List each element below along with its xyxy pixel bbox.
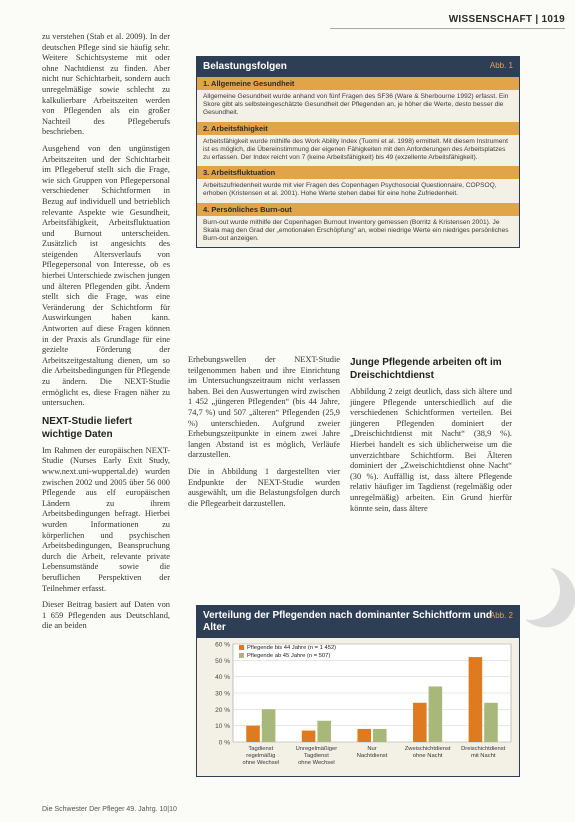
legend-label: Pflegende bis 44 Jahre (n = 1 452) bbox=[247, 645, 337, 651]
box-section-body: Burn-out wurde mithilfe der Copenhagen Burnout Inventory gemessen (Borritz & Kristensen 2001). Je Skala mag den Grad der „emotionalen Erschöpfung“ an, wobei niedrige Werte ein niedriges persönliches Burn-out anzeigen. bbox=[203, 218, 509, 243]
x-tick-label: Tagdienst bbox=[303, 753, 329, 759]
box-section-heading: 4. Persönliches Burn-out bbox=[197, 203, 519, 216]
text-column-1 bbox=[42, 32, 170, 638]
section-heading: NEXT-Studie liefert wichtige Daten bbox=[42, 415, 133, 440]
x-tick-label: ohne Wechsel bbox=[298, 760, 335, 766]
x-tick-label: ohne Wechsel bbox=[242, 760, 280, 766]
box-title bbox=[197, 606, 519, 638]
box-title bbox=[197, 57, 519, 77]
y-tick-label: 30 % bbox=[215, 690, 230, 698]
y-tick-label: 20 % bbox=[215, 706, 230, 714]
figure-label: Abb. 1 bbox=[489, 61, 513, 70]
section-heading: Junge Pflegende arbeiten oft im Dreischichtdienst bbox=[350, 357, 502, 381]
x-tick-label: regelmäßig bbox=[246, 753, 276, 759]
text-column-2 bbox=[188, 355, 340, 515]
bar bbox=[469, 657, 483, 742]
bar bbox=[484, 703, 498, 742]
y-tick-label: 50 % bbox=[215, 657, 230, 665]
x-tick-label: Dreischichtdienst bbox=[461, 746, 506, 752]
x-tick-label: Nur bbox=[367, 746, 377, 752]
bar-chart bbox=[197, 638, 519, 776]
bar bbox=[246, 726, 260, 742]
paragraph: Die in Abbildung 1 dargestellten vier Endpunkte der NEXT-Studie wurden ausgewählt, um die Belastungsfolgen durch die Pflegearbeit darzustellen. bbox=[188, 466, 340, 508]
x-tick-label: Tagdienst bbox=[248, 746, 274, 752]
box-section-heading: 2. Arbeitsfähigkeit bbox=[197, 122, 519, 135]
bar bbox=[429, 686, 443, 742]
page-header bbox=[330, 14, 565, 29]
text-column-3 bbox=[350, 350, 512, 520]
box-section-body: Arbeitsfähigkeit wurde mithilfe des Work Ability Index (Tuomi et al. 1998) ermittelt. Mit diesem Instrument ist es möglich, die Übereinstimmung der eigenen Fähigkeiten mit den Anforderungen des Arbeitsplatzes zu erfassen. Der Index reicht von 7 (keine Arbeitsfähigkeit) bis 49 (exzellente Arbeitsfähigkeit). bbox=[203, 137, 508, 162]
paragraph: Im Rahmen der europäischen NEXT-Studie (Nurses Early Exit Study, www.next.uni-wuppertal.de) wurden zwischen 2002 und 2005 über 56 000 Pflegende aus elf europäischen Ländern zu ihrem Arbeitsbedingungen befragt. Hierbei wurden Informationen zu körperlichen und psychischen Arbeitsbedingungen, Beanspruchung durch die Arbeit, relevante private Lebensumstände sowie die beruflichen Perspektiven der Teilnehmer erfasst. bbox=[42, 445, 170, 593]
x-tick-label: mit Nacht bbox=[470, 753, 496, 759]
section-label: WISSENSCHAFT | 1019 bbox=[448, 14, 565, 25]
legend-label: Pflegende ab 45 Jahre (n = 507) bbox=[247, 653, 331, 659]
chart-box bbox=[196, 605, 520, 777]
box-title-text: Belastungsfolgen bbox=[203, 61, 287, 72]
x-tick-label: Unregelmäßiger bbox=[295, 746, 338, 752]
figure-label: Abb. 2 bbox=[489, 611, 513, 620]
box-section-heading: 1. Allgemeine Gesundheit bbox=[197, 77, 519, 90]
paragraph: Ausgehend von den ungünstigen Arbeitszeiten und der Schichtarbeit im Pflegeberuf stellt sich die Frage, wie sich Gruppen von Pflegepersonal verschiedener Schichtformen in Bezug auf individuell und betrieblich relevante Aspekte wie Gesundheit, Arbeitsfähigkeit, Arbeitsfluktuation und Burnout unterscheiden. Zusätzlich ist angesichts des steigenden Altersverlaufs von Pflegepersonal von Interesse, ob es hierbei Unterschiede zwischen jungen und älteren Pflegenden gibt. Ändern stellt sich die Frage, was eine Veränderung der Schichtform für Auswirkungen haben kann. Antworten auf diese Fragen können in der Praxis als Grundlage für eine gezielte Förderung der Arbeitszeitgestaltung dienen, um so die Arbeitsbedingungen für Pflegende zu ändern. Die NEXT-Studie ermöglicht es, diese Fragen näher zu untersuchen. bbox=[42, 143, 170, 408]
bar bbox=[373, 729, 387, 742]
bar bbox=[302, 731, 316, 742]
y-tick-label: 10 % bbox=[215, 723, 230, 731]
y-tick-label: 40 % bbox=[215, 674, 230, 682]
page-footer: Die Schwester Der Pfleger 49. Jahrg. 10|10 bbox=[42, 806, 177, 813]
x-tick-label: Nachtdienst bbox=[356, 753, 388, 759]
x-tick-label: Zweischichtdienst bbox=[404, 746, 451, 752]
info-box-belastungsfolgen bbox=[196, 56, 520, 248]
y-tick-label: 60 % bbox=[215, 641, 230, 649]
paragraph: Dieser Beitrag basiert auf Daten von 1 659 Pflegenden aus Deutschland, die an beiden bbox=[42, 600, 170, 631]
box-section-heading: 3. Arbeitsfluktuation bbox=[197, 166, 519, 179]
bar bbox=[262, 709, 276, 742]
bar bbox=[413, 703, 427, 742]
box-section-body: Allgemeine Gesundheit wurde anhand von fünf Fragen des SF36 (Ware & Sherbourne 1992) erfasst. Ein Skore gibt als selbsteingeschätzte Gesundheit der Pflegenden an, je höher die Werte, desto besser die Gesundheit. bbox=[203, 93, 509, 117]
legend-swatch bbox=[239, 653, 244, 658]
bar bbox=[317, 721, 331, 742]
legend-swatch bbox=[239, 645, 244, 650]
chart-title: Verteilung der Pflegenden nach dominanter Schichtform und Alter bbox=[203, 610, 492, 633]
paragraph: Erhebungswellen der NEXT-Studie teilgenommen haben und ihre Einrichtung im Untersuchungszeitraum nicht verlassen haben. Bei den Auswertungen wird zwischen 1 452 „jüngeren Pflegenden“ (bis 44 Jahre, 74,7 %) und 507 „älteren“ Pflegenden (25,9 %) unterschieden. Aufgrund zweier Erhebungszeitpunkte in einem zwei Jahre langen Abstand ist es möglich, Verläufe darzustellen. bbox=[188, 355, 340, 460]
paragraph: zu verstehen (Stab et al. 2009). In der deutschen Pflege sind sie häufig sehr. Weitere Schichtsysteme mit oder ohne Nachtdienst zu finden. Aber nicht nur Schichtarbeit, sondern auch unregelmäßige sowie schlecht zu kalkulierbare Arbeitszeiten werden von Pflegenden als ein großer Nachteil des Pflegeberufs beschrieben. bbox=[42, 32, 170, 137]
y-tick-label: 0 % bbox=[218, 739, 230, 747]
x-tick-label: ohne Nacht bbox=[412, 753, 443, 759]
paragraph: Abbildung 2 zeigt deutlich, dass sich ältere und jüngere Pflegende unterschiedlich auf die verschiedenen Schichtformen verteilen. Bei jüngeren Pflegenden dominiert der „Dreischichtdienst mit Nacht“ (38,9 %). Hierbei handelt es sich üblicherweise um die unverzichtbare Schichtform. Bei Älteren dominiert der „Zweischichtdienst ohne Nacht“ (30 %). Auffällig ist, dass ältere Pflegende relativ häufiger im Tagdienst (regelmäßig oder unregelmäßig) arbeiten. Ein Grund hierfür könnte sein, dass ältere bbox=[350, 387, 512, 513]
bar bbox=[357, 729, 371, 742]
box-section-body: Arbeitszufriedenheit wurde mit vier Fragen des Copenhagen Psychosocial Questionnaire, COPSOQ, erhoben (Kristensen et al. 2001). Hohe Werte stehen dabei für eine hohe Zufriedenheit. bbox=[203, 182, 497, 198]
